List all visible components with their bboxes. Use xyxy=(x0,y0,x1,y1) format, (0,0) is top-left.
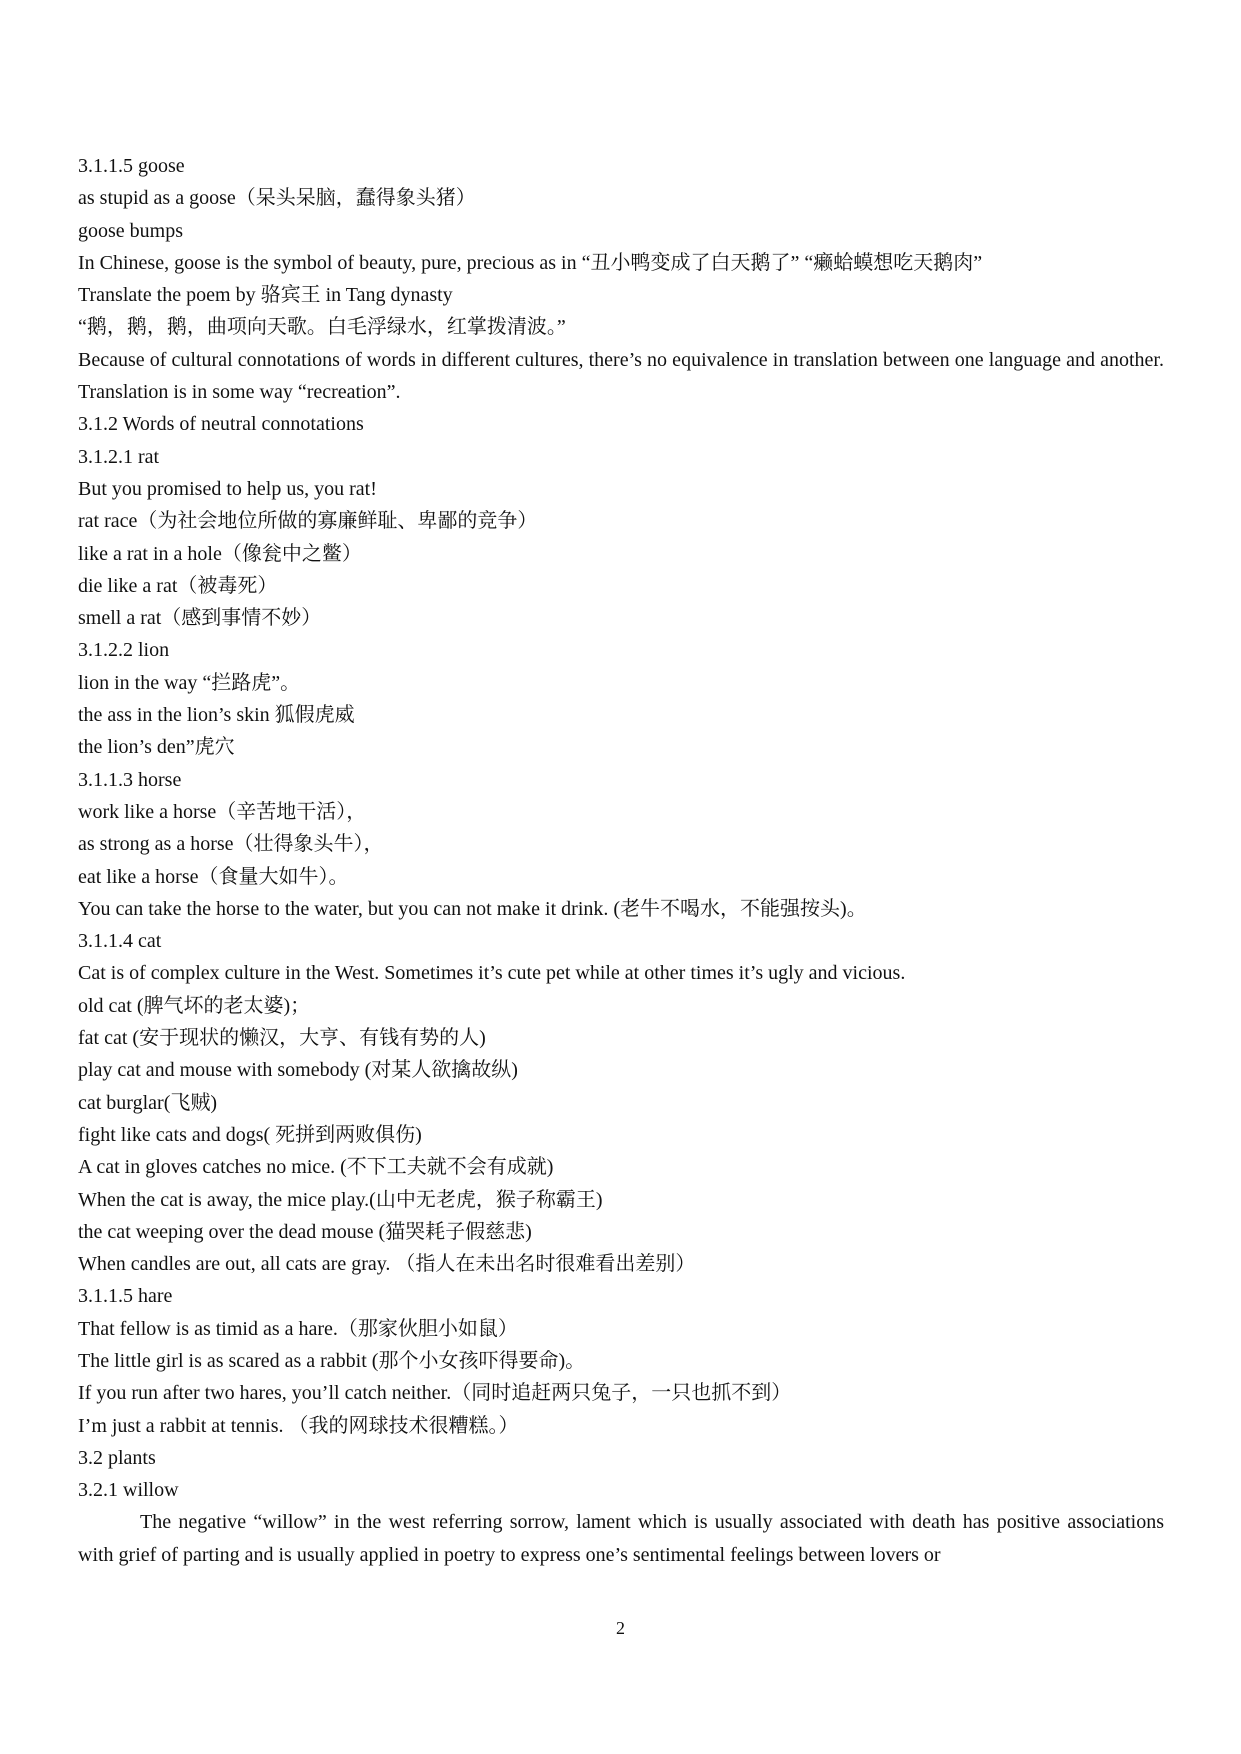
heading-hare: 3.1.1.5 hare xyxy=(78,1285,173,1308)
text-line: as strong as a horse（壮得象头牛）， xyxy=(78,833,384,856)
text-line: In Chinese, goose is the symbol of beauty, pure, precious as in “丑小鸭变成了白天鹅了” “癞蛤蟆想吃天鹅肉” xyxy=(78,251,983,274)
heading-neutral-connotations: 3.1.2 Words of neutral connotations xyxy=(78,413,364,436)
text-line: If you run after two hares, you’ll catch neither.（同时追赶两只兔子，一只也抓不到） xyxy=(78,1382,792,1405)
text-line: fight like cats and dogs( 死拼到两败俱伤) xyxy=(78,1123,422,1146)
text-line: old cat (脾气坏的老太婆)； xyxy=(78,994,311,1017)
paragraph-willow: The negative “willow” in the west referring sorrow, lament which is usually associated with death has positive associations with grief of parting and is usually applied in poetry to express one’s sentimental feelings between lovers or xyxy=(78,1511,1164,1566)
heading-lion: 3.1.2.2 lion xyxy=(78,639,170,662)
text-line: Cat is of complex culture in the West. Sometimes it’s cute pet while at other times it’s ugly and vicious. xyxy=(78,962,906,985)
text-line: The little girl is as scared as a rabbit (那个小女孩吓得要命)。 xyxy=(78,1349,586,1372)
text-line: eat like a horse（食量大如牛）。 xyxy=(78,865,349,888)
heading-willow: 3.2.1 willow xyxy=(78,1479,179,1502)
text-line: lion in the way “拦路虎”。 xyxy=(78,671,301,694)
document-body xyxy=(78,150,1164,1571)
text-line: the cat weeping over the dead mouse (猫哭耗子假慈悲) xyxy=(78,1220,532,1243)
text-line: When candles are out, all cats are gray. （指人在未出名时很难看出差别） xyxy=(78,1253,696,1276)
heading-goose: 3.1.1.5 goose xyxy=(78,155,185,177)
text-line: fat cat (安于现状的懒汉，大亨、有钱有势的人) xyxy=(78,1027,486,1050)
text-line: That fellow is as timid as a hare.（那家伙胆小如鼠） xyxy=(78,1317,518,1340)
poem-line: “鹅，鹅，鹅，曲项向天歌。白毛浮绿水，红掌拨清波。” xyxy=(78,316,566,339)
text-line: But you promised to help us, you rat! xyxy=(78,477,377,500)
text-line: the ass in the lion’s skin 狐假虎威 xyxy=(78,704,355,727)
page-number: 2 xyxy=(616,1618,625,1638)
text-line: the lion’s den”虎穴 xyxy=(78,736,235,759)
text-line: as stupid as a goose（呆头呆脑，蠢得象头猪） xyxy=(78,187,476,210)
heading-horse: 3.1.1.3 horse xyxy=(78,768,182,791)
text-line: cat burglar(飞贼) xyxy=(78,1091,218,1114)
heading-cat: 3.1.1.4 cat xyxy=(78,930,162,953)
text-line: rat race（为社会地位所做的寡廉鲜耻、卑鄙的竞争） xyxy=(78,510,538,533)
text-line: goose bumps xyxy=(78,219,183,242)
text-line: A cat in gloves catches no mice. (不下工夫就不会有成就) xyxy=(78,1156,554,1179)
text-line: I’m just a rabbit at tennis. （我的网球技术很糟糕。） xyxy=(78,1414,519,1437)
heading-rat: 3.1.2.1 rat xyxy=(78,445,160,468)
text-line: smell a rat（感到事情不妙） xyxy=(78,607,322,630)
text-line: Translate the poem by 骆宾王 in Tang dynasty xyxy=(78,284,453,307)
text-line: play cat and mouse with somebody (对某人欲擒故纵) xyxy=(78,1059,518,1082)
text-line: like a rat in a hole（像瓮中之鳖） xyxy=(78,542,362,565)
text-line: You can take the horse to the water, but you can not make it drink. (老牛不喝水，不能强按头)。 xyxy=(78,897,867,920)
paragraph-cultural-connotations: Because of cultural connotations of words in different cultures, there’s no equivalence in translation between one language and another. Translation is in some way “recreation”. xyxy=(78,348,1164,404)
text-line: When the cat is away, the mice play.(山中无老虎，猴子称霸王) xyxy=(78,1188,603,1211)
heading-plants: 3.2 plants xyxy=(78,1446,156,1469)
text-line: die like a rat（被毒死） xyxy=(78,574,278,597)
text-line: work like a horse（辛苦地干活）， xyxy=(78,800,367,823)
